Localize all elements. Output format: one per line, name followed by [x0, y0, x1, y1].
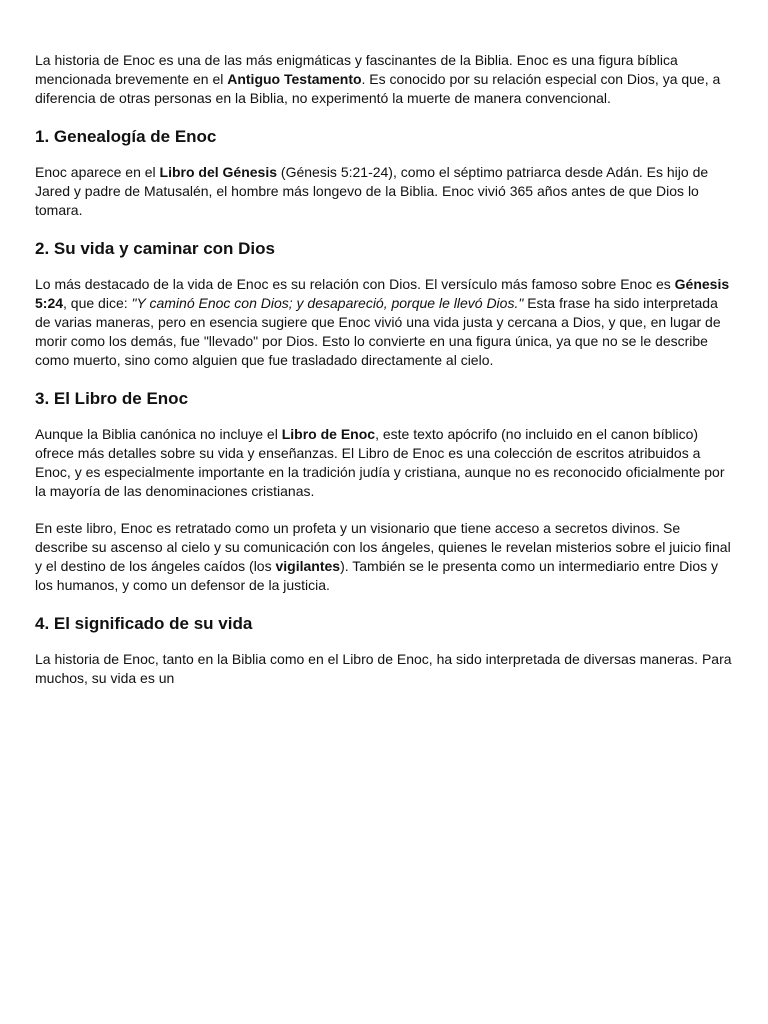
significado-text-1: La historia de Enoc, tanto en la Biblia como en el Libro de Enoc, ha sido interpretada de diversas maneras. Para muchos, su vida es un — [35, 651, 732, 686]
libro-enoc-bold-vigilantes: vigilantes — [275, 558, 341, 574]
libro-enoc-p2-text-2: ). También se le presenta como un intermediario entre Dios y los humanos, y como un defensor de la justicia. — [35, 558, 719, 593]
heading-libro-enoc: 3. El Libro de Enoc — [35, 389, 189, 408]
paragraph-significado — [35, 650, 734, 688]
intro-paragraph — [35, 51, 734, 108]
libro-enoc-text-1: Aunque la Biblia canónica no incluye el — [35, 426, 282, 442]
su-vida-text-1: Lo más destacado de la vida de Enoc es su relación con Dios. El versículo más famoso sobre Enoc es — [35, 276, 675, 292]
libro-enoc-text-2: , este texto apócrifo (no incluido en el canon bíblico) ofrece más detalles sobre su vida y enseñanzas. El Libro de Enoc es una colección de escritos atribuidos a Enoc, y es especialmente importante en la tradición judía y cristiana, aunque no es reconocido oficialmente por la mayoría de las denominaciones cristianas. — [35, 426, 725, 499]
genealogia-bold-libro-genesis: Libro del Génesis — [159, 164, 278, 180]
paragraph-libro-enoc-1 — [35, 425, 734, 501]
paragraph-libro-enoc-2 — [35, 519, 734, 595]
libro-enoc-bold-libro-de-enoc: Libro de Enoc — [281, 426, 376, 442]
intro-text-2: . Es conocido por su relación especial con Dios, ya que, a diferencia de otras personas en la Biblia, no experimentó la muerte de manera convencional. — [35, 71, 721, 106]
heading-significado: 4. El significado de su vida — [35, 614, 253, 633]
paragraph-su-vida — [35, 275, 734, 370]
intro-bold-antiguo-testamento: Antiguo Testamento — [227, 71, 362, 87]
paragraph-genealogia — [35, 163, 734, 220]
libro-enoc-p2-text-1: En este libro, Enoc es retratado como un profeta y un visionario que tiene acceso a secretos divinos. Se describe su ascenso al cielo y su comunicación con los ángeles, quienes le revelan misterios sobre el juicio final y el destino de los ángeles caídos (los — [35, 520, 731, 574]
genealogia-text-2: (Génesis 5:21-24), como el séptimo patriarca desde Adán. Es hijo de Jared y padre de Matusalén, el hombre más longevo de la Biblia. Enoc vivió 365 años antes de que Dios lo tomara. — [35, 164, 709, 218]
genealogia-text-1: Enoc aparece en el — [35, 164, 160, 180]
su-vida-text-2: , que dice: — [63, 295, 132, 311]
heading-genealogia: 1. Genealogía de Enoc — [35, 127, 217, 146]
intro-text-1: La historia de Enoc es una de las más enigmáticas y fascinantes de la Biblia. Enoc es una figura bíblica mencionada brevemente en el — [35, 52, 678, 87]
su-vida-quote: "Y caminó Enoc con Dios; y desapareció, porque le llevó Dios." — [131, 295, 524, 311]
su-vida-text-3: Esta frase ha sido interpretada de varias maneras, pero en esencia sugiere que Enoc vivió una vida justa y cercana a Dios, y que, en lugar de morir como los demás, fue "llevado" por Dios. Esto lo convierte en una figura única, ya que no se le describe como muerto, sino como alguien que fue trasladado directamente al cielo. — [35, 295, 721, 368]
su-vida-bold-genesis-5-24: Génesis 5:24 — [35, 276, 730, 311]
heading-su-vida: 2. Su vida y caminar con Dios — [35, 239, 275, 258]
